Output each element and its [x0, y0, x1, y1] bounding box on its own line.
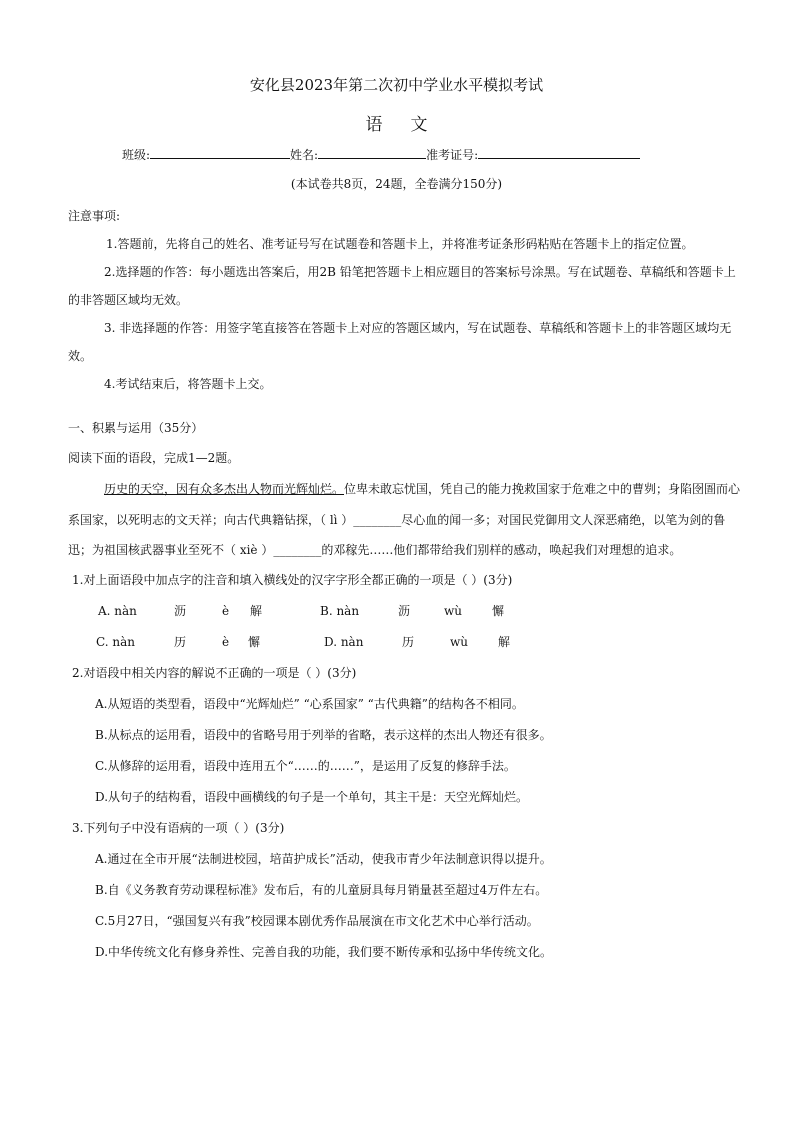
q1-option-b[interactable]: [320, 602, 504, 619]
passage-line-1-rest: 位卑未敢忘忧国，凭自己的能力挽救国家于危难之中的曹刿；身陷囹圄而心: [344, 482, 741, 496]
q3-option-d[interactable]: D.中华传统文化有修身养性、完善自我的功能，我们要不断传承和弘扬中华传统文化。: [95, 945, 553, 959]
q1-a-pinyin1: A. nàn: [98, 604, 137, 618]
passage-line-3: 迅；为祖国核武器事业至死不（ xiè ）________的邓稼先……他们都带给我们别样的感动，唤起我们对理想的追求。: [68, 543, 682, 557]
notice-heading: 注意事项:: [68, 209, 121, 223]
q1-option-d[interactable]: [324, 633, 510, 650]
notice-item-2-line2: 的非答题区域均无效。: [68, 293, 189, 307]
q1-c-pinyin2: è: [222, 635, 230, 649]
underlined-sentence: 历史的天空，因有众多杰出人物而光辉灿烂。: [104, 482, 345, 496]
q1-b-char2: 懈: [492, 604, 505, 618]
notice-item-2-line1: 2.选择题的作答：每小题选出答案后，用2B 铅笔把答题卡上相应题目的答案标号涂黑。写在试题卷、草稿纸和答题卡上: [104, 265, 736, 279]
q1-c-pinyin1: C. nàn: [96, 635, 135, 649]
passage-line-2: 系国家，以死明志的文天祥；向古代典籍钻探，（ lì ）________尽心血的闻一多；对国民党御用文人深恶痛绝，以笔为剑的鲁: [68, 513, 726, 527]
q1-a-char2: 解: [250, 604, 263, 618]
q3-option-c[interactable]: C.5月27日，“强国复兴有我”校园课本剧优秀作品展演在市文化艺术中心举行活动。: [95, 914, 539, 928]
q1-d-char1: 历: [402, 635, 415, 649]
class-field[interactable]: [150, 146, 290, 159]
section-1-intro: 阅读下面的语段，完成1—2题。: [68, 451, 240, 465]
q2-option-a[interactable]: A.从短语的类型看，语段中“光辉灿烂” “心系国家” “古代典籍”的结构各不相同。: [95, 697, 524, 711]
q3-option-b[interactable]: B.自《义务教育劳动课程标准》发布后，有的儿童厨具每月销量甚至超过4万件左右。: [95, 883, 548, 897]
q1-b-pinyin1: B. nàn: [320, 604, 360, 618]
q2-option-c[interactable]: C.从修辞的运用看，语段中连用五个“……的……”，是运用了反复的修辞手法。: [95, 759, 516, 773]
exam-id-label: 准考证号:: [426, 148, 479, 162]
q1-c-char2: 懈: [248, 635, 261, 649]
subject-char-2: 文: [410, 115, 428, 135]
question-2-stem: 2.对语段中相关内容的解说不正确的一项是（ ）(3分): [72, 666, 357, 680]
q1-d-pinyin2: wù: [450, 635, 468, 649]
question-3-stem: 3.下列句子中没有语病的一项（ ）(3分): [72, 821, 285, 835]
class-label: 班级:: [122, 148, 151, 162]
q2-option-b[interactable]: B.从标点的运用看，语段中的省略号用于列举的省略，表示这样的杰出人物还有很多。: [95, 728, 552, 742]
q3-option-a[interactable]: A.通过在全市开展“法制进校园，培苗护成长”活动，使我市青少年法制意识得以提升。: [95, 852, 552, 866]
q2-option-d[interactable]: D.从句子的结构看，语段中画横线的句子是一个单句，其主干是：天空光辉灿烂。: [95, 790, 529, 804]
notice-item-3-line1: 3. 非选择题的作答：用签字笔直接答在答题卡上对应的答题区域内，写在试题卷、草稿纸和答题卡上的非答题区域均无: [104, 321, 732, 335]
q1-d-pinyin1: D. nàn: [324, 635, 364, 649]
question-1-stem: 1.对上面语段中加点字的注音和填入横线处的汉字字形全都正确的一项是（ ）(3分): [72, 573, 513, 587]
q1-d-char2: 解: [498, 635, 511, 649]
section-1-heading: 一、积累与运用（35分）: [68, 421, 204, 435]
name-label: 姓名:: [290, 148, 319, 162]
q1-a-char1: 沥: [174, 604, 187, 618]
q1-b-pinyin2: wù: [444, 604, 462, 618]
student-info-row: [122, 146, 640, 163]
notice-item-4: 4.考试结束后，将答题卡上交。: [104, 377, 272, 391]
paper-info: (本试卷共8页，24题，全卷满分150分): [290, 177, 503, 191]
q1-option-a[interactable]: [98, 602, 262, 619]
q1-b-char1: 沥: [398, 604, 411, 618]
q1-a-pinyin2: è: [222, 604, 230, 618]
exam-id-field[interactable]: [478, 146, 640, 159]
q1-c-char1: 历: [174, 635, 187, 649]
notice-item-3-line2: 效。: [68, 349, 93, 363]
exam-title: 安化县2023年第二次初中学业水平模拟考试: [249, 76, 544, 94]
notice-item-1: 1.答题前，先将自己的姓名、准考证号写在试题卷和答题卡上，并将准考证条形码粘贴在答题卡上的指定位置。: [106, 237, 694, 251]
subject-title: [0, 110, 793, 135]
subject-char-1: 语: [365, 115, 383, 135]
q1-option-c[interactable]: [96, 633, 260, 650]
name-field[interactable]: [318, 146, 426, 159]
passage-line-1: [104, 480, 740, 497]
